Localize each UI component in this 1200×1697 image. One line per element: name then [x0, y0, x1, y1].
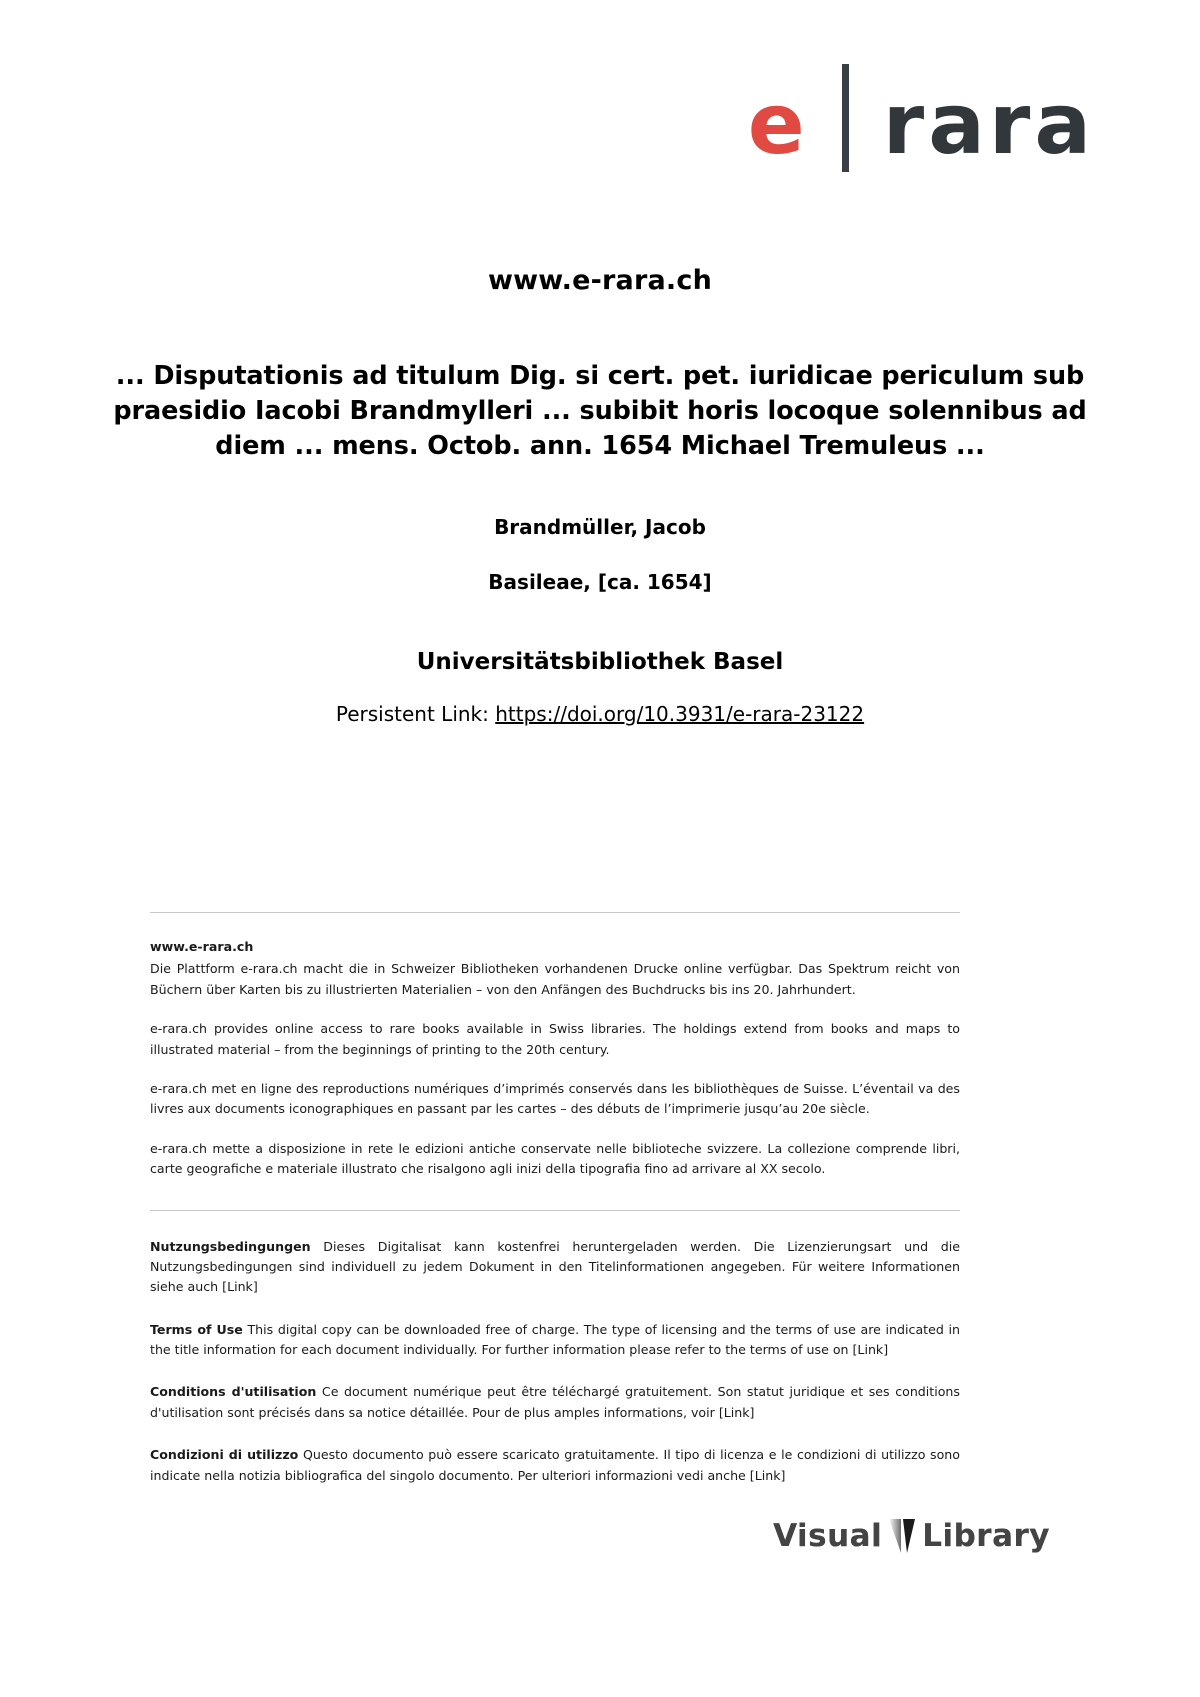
e-rara-e-icon: e: [747, 75, 804, 173]
about-text-de: Die Plattform e-rara.ch macht die in Schweizer Bibliotheken vorhandenen Drucke online verfügbar. Das Spektrum reicht von Büchern über Karten bis zu illustrierten Materialien – von den Anfängen des Buchdrucks bis ins 20. Jahrhundert.: [150, 961, 960, 997]
divider-bottom: [150, 1210, 960, 1211]
about-text-it: e-rara.ch mette a disposizione in rete le edizioni antiche conservate nelle biblioteche svizzere. La collezione comprende libri, carte geografiche e materiale illustrato che risalgono agli inizi della tipografia fino ad arrivare al XX secolo.: [150, 1140, 960, 1177]
terms-label-it: Condizioni di utilizzo: [150, 1447, 299, 1463]
visual-library-bookmark-icon: [887, 1517, 917, 1555]
about-paragraph-fr: [150, 1079, 960, 1120]
terms-label-de: Nutzungsbedingungen: [150, 1238, 311, 1254]
document-place-date: Basileae, [ca. 1654]: [488, 569, 712, 594]
about-paragraph-de: [150, 937, 960, 1000]
terms-label-en: Terms of Use: [150, 1321, 243, 1337]
footer-info-area: [150, 912, 960, 1486]
site-url: www.e-rara.ch: [487, 265, 713, 296]
terms-text-de: Dieses Digitalisat kann kostenfrei heruntergeladen werden. Die Lizenzierungsart und die Nutzungsbedingungen sind individuell zu jedem Dokument in den Titelinformationen angegeben. Für weitere Informationen siehe auch [Link]: [150, 1238, 960, 1295]
persistent-link-row: [0, 702, 1200, 726]
about-paragraph-it: [150, 1139, 960, 1180]
about-heading: www.e-rara.ch: [150, 939, 254, 954]
terms-text-fr: Ce document numérique peut être téléchargé gratuitement. Son statut juridique et ses conditions d'utilisation sont précisés dans sa notice détaillée. Pour de plus amples informations, voir [Link]: [150, 1384, 960, 1420]
document-author: Brandmüller, Jacob: [494, 514, 706, 539]
about-paragraph-en: [150, 1019, 960, 1060]
visual-library-logo: [773, 1512, 1050, 1560]
terms-label-fr: Conditions d'utilisation: [150, 1384, 317, 1400]
terms-text-it: Questo documento può essere scaricato gratuitamente. Il tipo di licenza e le condizioni di utilizzo sono indicate nella notizia bibliografica del singolo documento. Per ulteriori informazioni vedi anche [Link]: [150, 1447, 960, 1483]
e-rara-logo: [748, 58, 1095, 178]
divider-top: [150, 912, 960, 913]
visual-library-word-visual: Visual: [773, 1518, 883, 1554]
persistent-link-label: Persistent Link:: [335, 701, 489, 726]
terms-paragraph-fr: [150, 1382, 960, 1423]
page-title: ... Disputationis ad titulum Dig. si cert. pet. iuridicae periculum sub praesidio Iacobi Brandmylleri ... subibit horis locoque solennibus ad diem ... mens. Octob. ann. 1654 Michael Tremuleus ...: [113, 361, 1087, 462]
terms-paragraph-it: [150, 1445, 960, 1486]
about-text-en: e-rara.ch provides online access to rare books available in Swiss libraries. The holdings extend from books and maps to illustrated material – from the beginnings of printing to the 20th century.: [150, 1021, 960, 1057]
document-institution: Universitätsbibliothek Basel: [416, 648, 784, 675]
visual-library-word-library: Library: [922, 1518, 1050, 1554]
terms-paragraph-en: [150, 1320, 960, 1361]
persistent-link-url[interactable]: https://doi.org/10.3931/e-rara-23122: [495, 701, 865, 726]
terms-paragraph-de: [150, 1237, 960, 1298]
about-text-fr: e-rara.ch met en ligne des reproductions numériques d’imprimés conservés dans les bibliothèques de Suisse. L’éventail va des livres aux documents iconographiques en passant par les cartes – des débuts de l’imprimerie jusqu’au 20e siècle.: [150, 1080, 960, 1117]
terms-of-use-block: [150, 1237, 960, 1487]
terms-text-en: This digital copy can be downloaded free of charge. The type of licensing and the terms of use are indicated in the title information for each document individually. For further information please refer to the terms of use on [Link]: [150, 1321, 960, 1358]
e-rara-wordmark: rara: [882, 75, 1095, 173]
logo-divider-bar: [842, 64, 849, 172]
document-metadata-block: [0, 265, 1200, 726]
